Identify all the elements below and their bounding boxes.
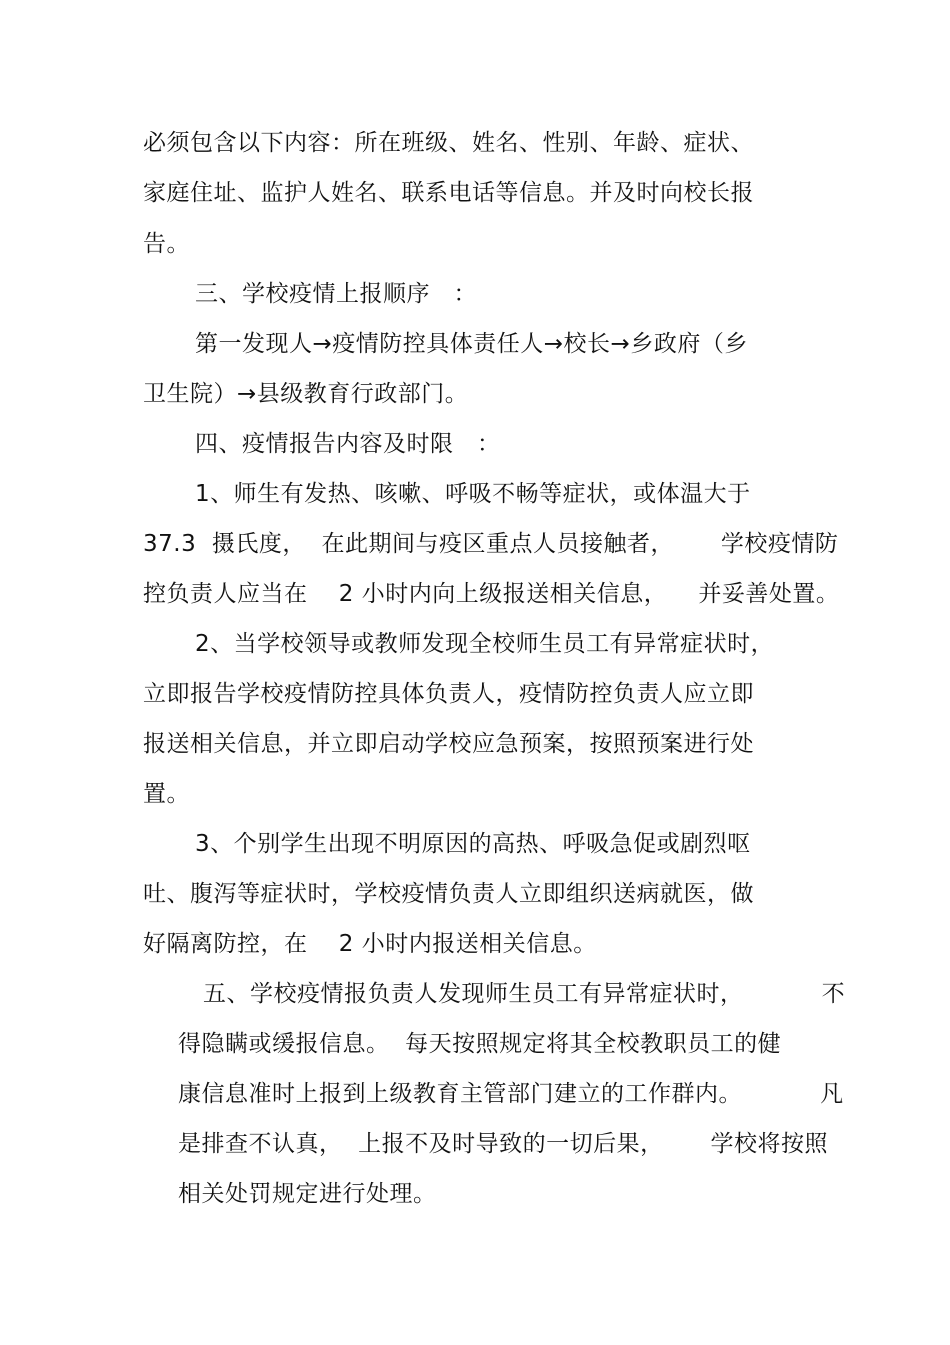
text-line: 得隐瞒或缓报信息。 每天按照规定将其全校教职员工的健 [178, 1031, 782, 1057]
section-heading-3: 三、学校疫情上报顺序 ： [195, 281, 477, 307]
text-line: 告。 [143, 231, 190, 257]
text-line: 控负责人应当在 2 小时内向上级报送相关信息， 并妥善处置。 [143, 581, 840, 607]
text-line: 必须包含以下内容：所在班级、姓名、性别、年龄、症状、 [143, 130, 754, 156]
section-heading-4: 四、疫情报告内容及时限 ： [195, 431, 501, 457]
text-line: 立即报告学校疫情防控具体负责人，疫情防控负责人应立即 [143, 681, 754, 707]
text-line: 第一发现人→疫情防控具体责任人→校长→乡政府（乡 [195, 331, 748, 357]
text-line: 1、师生有发热、咳嗽、呼吸不畅等症状，或体温大于 [195, 481, 751, 507]
text-line: 置。 [143, 781, 190, 807]
section-heading-5: 五、学校疫情报负责人发现师生员工有异常症状时， 不 [203, 981, 846, 1007]
text-line: 卫生院）→县级教育行政部门。 [143, 381, 469, 407]
text-line: 报送相关信息，并立即启动学校应急预案，按照预案进行处 [143, 731, 754, 757]
text-line: 3、个别学生出现不明原因的高热、呼吸急促或剧烈呕 [195, 831, 751, 857]
text-line: 相关处罚规定进行处理。 [178, 1181, 437, 1207]
text-line: 是排查不认真， 上报不及时导致的一切后果， 学校将按照 [178, 1131, 828, 1157]
text-line: 2、当学校领导或教师发现全校师生员工有异常症状时， [195, 631, 775, 657]
text-line: 37.3 摄氏度， 在此期间与疫区重点人员接触者， 学校疫情防 [143, 531, 839, 557]
text-line: 吐、腹泻等症状时，学校疫情负责人立即组织送病就医，做 [143, 881, 754, 907]
text-line: 家庭住址、监护人姓名、联系电话等信息。并及时向校长报 [143, 180, 754, 206]
text-line: 康信息准时上报到上级教育主管部门建立的工作群内。 凡 [178, 1081, 844, 1107]
text-line: 好隔离防控，在 2 小时内报送相关信息。 [143, 931, 597, 957]
